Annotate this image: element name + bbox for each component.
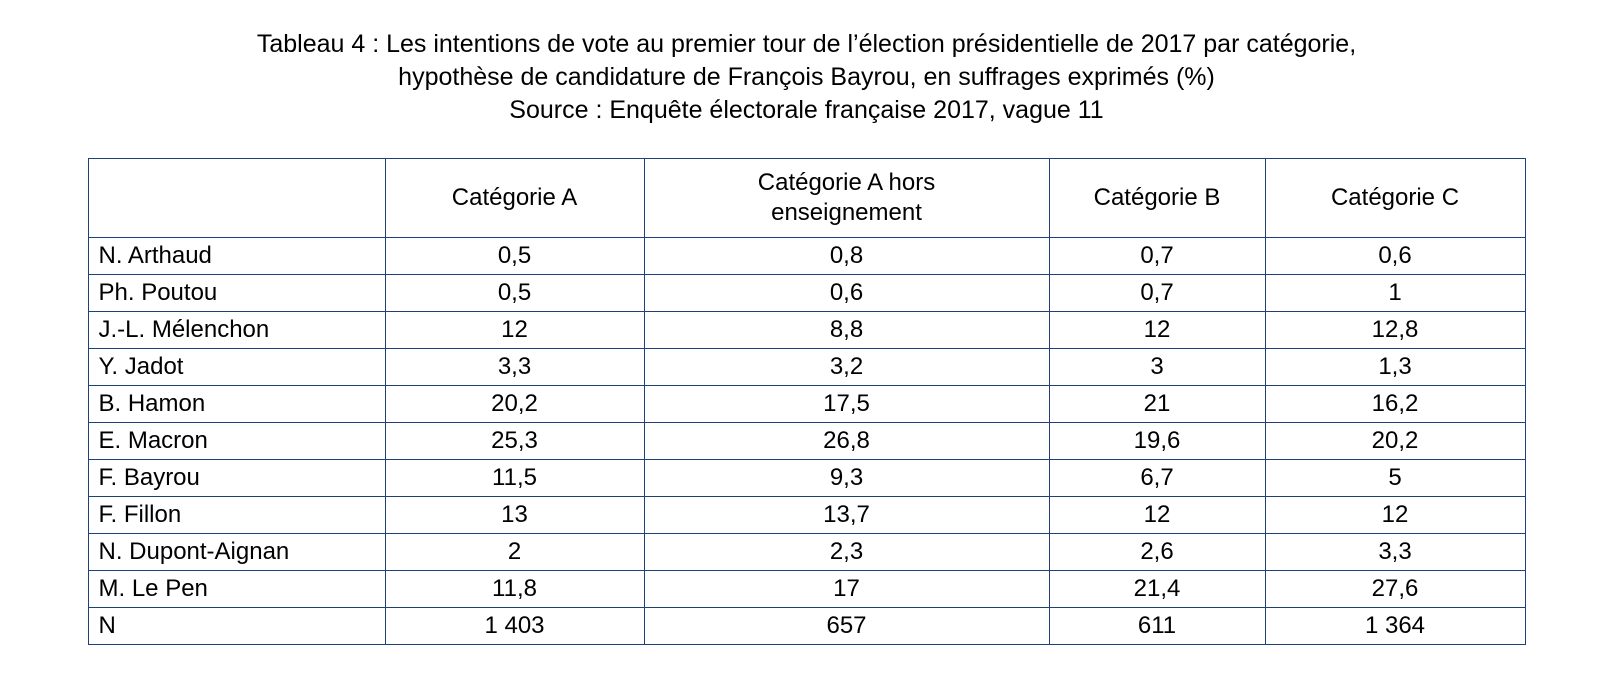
header-categorie-c: Catégorie C — [1265, 159, 1525, 238]
cell-categorie-b: 21 — [1049, 386, 1265, 423]
header-line-1: Catégorie A hors — [757, 169, 936, 196]
row-label: F. Fillon — [88, 497, 385, 534]
header-categorie-a: Catégorie A — [385, 159, 644, 238]
cell-categorie-a-hors-enseignement: 657 — [644, 608, 1049, 645]
cell-categorie-a-hors-enseignement: 17,5 — [644, 386, 1049, 423]
cell-categorie-c: 27,6 — [1265, 571, 1525, 608]
table-row — [88, 312, 1525, 349]
cell-categorie-a: 20,2 — [385, 386, 644, 423]
cell-categorie-a-hors-enseignement: 2,3 — [644, 534, 1049, 571]
cell-categorie-b: 2,6 — [1049, 534, 1265, 571]
cell-categorie-a: 0,5 — [385, 275, 644, 312]
vote-intentions-table — [88, 158, 1526, 645]
cell-categorie-c: 16,2 — [1265, 386, 1525, 423]
cell-categorie-b: 6,7 — [1049, 460, 1265, 497]
cell-categorie-a-hors-enseignement: 3,2 — [644, 349, 1049, 386]
table-row — [88, 460, 1525, 497]
cell-categorie-a: 1 403 — [385, 608, 644, 645]
cell-categorie-b: 12 — [1049, 312, 1265, 349]
table-body — [88, 238, 1525, 645]
caption-line-3: Source : Enquête électorale française 2017, vague 11 — [509, 96, 1104, 124]
table-row — [88, 275, 1525, 312]
cell-categorie-c: 1,3 — [1265, 349, 1525, 386]
table-header — [88, 159, 1525, 238]
cell-categorie-a-hors-enseignement: 17 — [644, 571, 1049, 608]
row-label: Ph. Poutou — [88, 275, 385, 312]
cell-categorie-a: 25,3 — [385, 423, 644, 460]
cell-categorie-c: 1 364 — [1265, 608, 1525, 645]
cell-categorie-a: 2 — [385, 534, 644, 571]
cell-categorie-c: 3,3 — [1265, 534, 1525, 571]
header-categorie-a-hors-enseignement — [644, 159, 1049, 238]
table-row — [88, 423, 1525, 460]
row-label: N. Dupont-Aignan — [88, 534, 385, 571]
row-label: E. Macron — [88, 423, 385, 460]
cell-categorie-b: 12 — [1049, 497, 1265, 534]
header-corner-cell — [88, 159, 385, 238]
cell-categorie-a: 13 — [385, 497, 644, 534]
cell-categorie-a: 0,5 — [385, 238, 644, 275]
row-label: F. Bayrou — [88, 460, 385, 497]
row-label: M. Le Pen — [88, 571, 385, 608]
table-row — [88, 386, 1525, 423]
header-categorie-b: Catégorie B — [1049, 159, 1265, 238]
cell-categorie-c: 5 — [1265, 460, 1525, 497]
table-row — [88, 349, 1525, 386]
row-label: N. Arthaud — [88, 238, 385, 275]
row-label: B. Hamon — [88, 386, 385, 423]
cell-categorie-a-hors-enseignement: 0,8 — [644, 238, 1049, 275]
cell-categorie-a: 11,8 — [385, 571, 644, 608]
table-row — [88, 534, 1525, 571]
row-label: N — [88, 608, 385, 645]
cell-categorie-b: 3 — [1049, 349, 1265, 386]
cell-categorie-a-hors-enseignement: 8,8 — [644, 312, 1049, 349]
cell-categorie-c: 1 — [1265, 275, 1525, 312]
table-row — [88, 571, 1525, 608]
cell-categorie-b: 21,4 — [1049, 571, 1265, 608]
caption-line-2: hypothèse de candidature de François Bayrou, en suffrages exprimés (%) — [398, 63, 1215, 91]
cell-categorie-a: 12 — [385, 312, 644, 349]
cell-categorie-c: 20,2 — [1265, 423, 1525, 460]
row-label: Y. Jadot — [88, 349, 385, 386]
table-container — [70, 158, 1543, 645]
table-row — [88, 608, 1525, 645]
cell-categorie-a-hors-enseignement: 0,6 — [644, 275, 1049, 312]
table-caption — [107, 28, 1507, 127]
cell-categorie-c: 12 — [1265, 497, 1525, 534]
cell-categorie-a-hors-enseignement: 26,8 — [644, 423, 1049, 460]
cell-categorie-b: 0,7 — [1049, 238, 1265, 275]
header-row — [88, 159, 1525, 238]
cell-categorie-a-hors-enseignement: 13,7 — [644, 497, 1049, 534]
row-label: J.-L. Mélenchon — [88, 312, 385, 349]
caption-line-1: Tableau 4 : Les intentions de vote au premier tour de l’élection présidentielle de 2017 par catégorie, — [256, 30, 1357, 58]
cell-categorie-a: 3,3 — [385, 349, 644, 386]
cell-categorie-b: 611 — [1049, 608, 1265, 645]
table-row — [88, 497, 1525, 534]
cell-categorie-c: 0,6 — [1265, 238, 1525, 275]
header-line-2: enseignement — [771, 199, 922, 226]
cell-categorie-a: 11,5 — [385, 460, 644, 497]
cell-categorie-a-hors-enseignement: 9,3 — [644, 460, 1049, 497]
table-row — [88, 238, 1525, 275]
cell-categorie-c: 12,8 — [1265, 312, 1525, 349]
cell-categorie-b: 0,7 — [1049, 275, 1265, 312]
cell-categorie-b: 19,6 — [1049, 423, 1265, 460]
